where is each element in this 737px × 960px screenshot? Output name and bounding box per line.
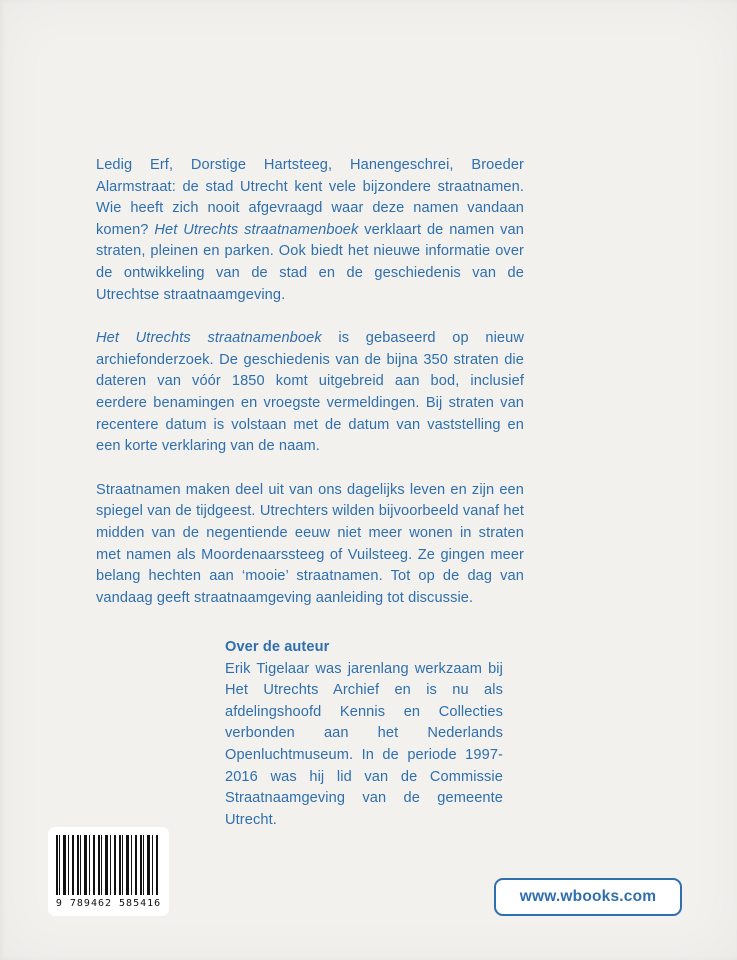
barcode-icon <box>56 835 161 895</box>
blurb-paragraph-3: Straatnamen maken deel uit van ons dagelijks leven en zijn een spiegel van de tijdgeest. Utrechters wilden bijvoorbeeld vanaf het midden van de negentiende eeuw niet meer wonen in straten met namen als Moordenaarssteeg of Vuilsteeg. Ze gingen meer belang hechten aan ‘mooie’ straatnamen. Tot op de dag van vandaag geeft straatnaamgeving aanleiding tot discussie. <box>96 481 524 606</box>
author-heading: Over de auteur <box>225 639 330 655</box>
blurb-p1-text-continued: verklaart de namen van straten, pleinen en parken. Ook biedt het nieuwe informatie over de ontwikkeling van de stad en de geschiedenis van de Utrechtse straatnaamgeving. <box>96 221 524 303</box>
author-section <box>225 637 503 831</box>
isbn-number: 9 789462 585416 <box>55 898 162 909</box>
barcode-panel <box>48 827 169 916</box>
blurb-p2-text: is gebaseerd op nieuw archiefonderzoek. De geschiedenis van de bijna 350 straten die dateren van vóór 1850 komt uitgebreid aan bod, inclusief eerdere benamingen en vroegste vermeldingen. Bij straten van recentere datum is volstaan met de datum van vaststelling en een korte verklaring van de naam. <box>96 330 524 455</box>
author-bio: Erik Tigelaar was jarenlang werkzaam bij Het Utrechts Archief en is nu als afdelingshoofd Kennis en Collecties verbonden aan het Nederlands Openluchtmuseum. In de periode 1997-2016 was hij lid van de Commissie Straatnaamgeving van de gemeente Utrecht. <box>225 660 503 828</box>
blurb-paragraph-1 <box>96 155 524 306</box>
publisher-website-link[interactable]: www.wbooks.com <box>494 878 682 916</box>
book-title-italic: Het Utrechts straatnamenboek <box>96 330 322 347</box>
blurb-paragraph-2 <box>96 328 524 458</box>
blurb-text-block <box>96 155 524 609</box>
blurb-p1-text: Ledig Erf, Dorstige Hartsteeg, Hanengeschrei, Broeder Alarmstraat: de stad Utrecht kent vele bijzondere straatnamen. Wie heeft zich nooit afgevraagd waar deze namen vandaan komen? <box>96 157 524 238</box>
book-title-italic: Het Utrechts straatnamenboek <box>154 221 359 238</box>
